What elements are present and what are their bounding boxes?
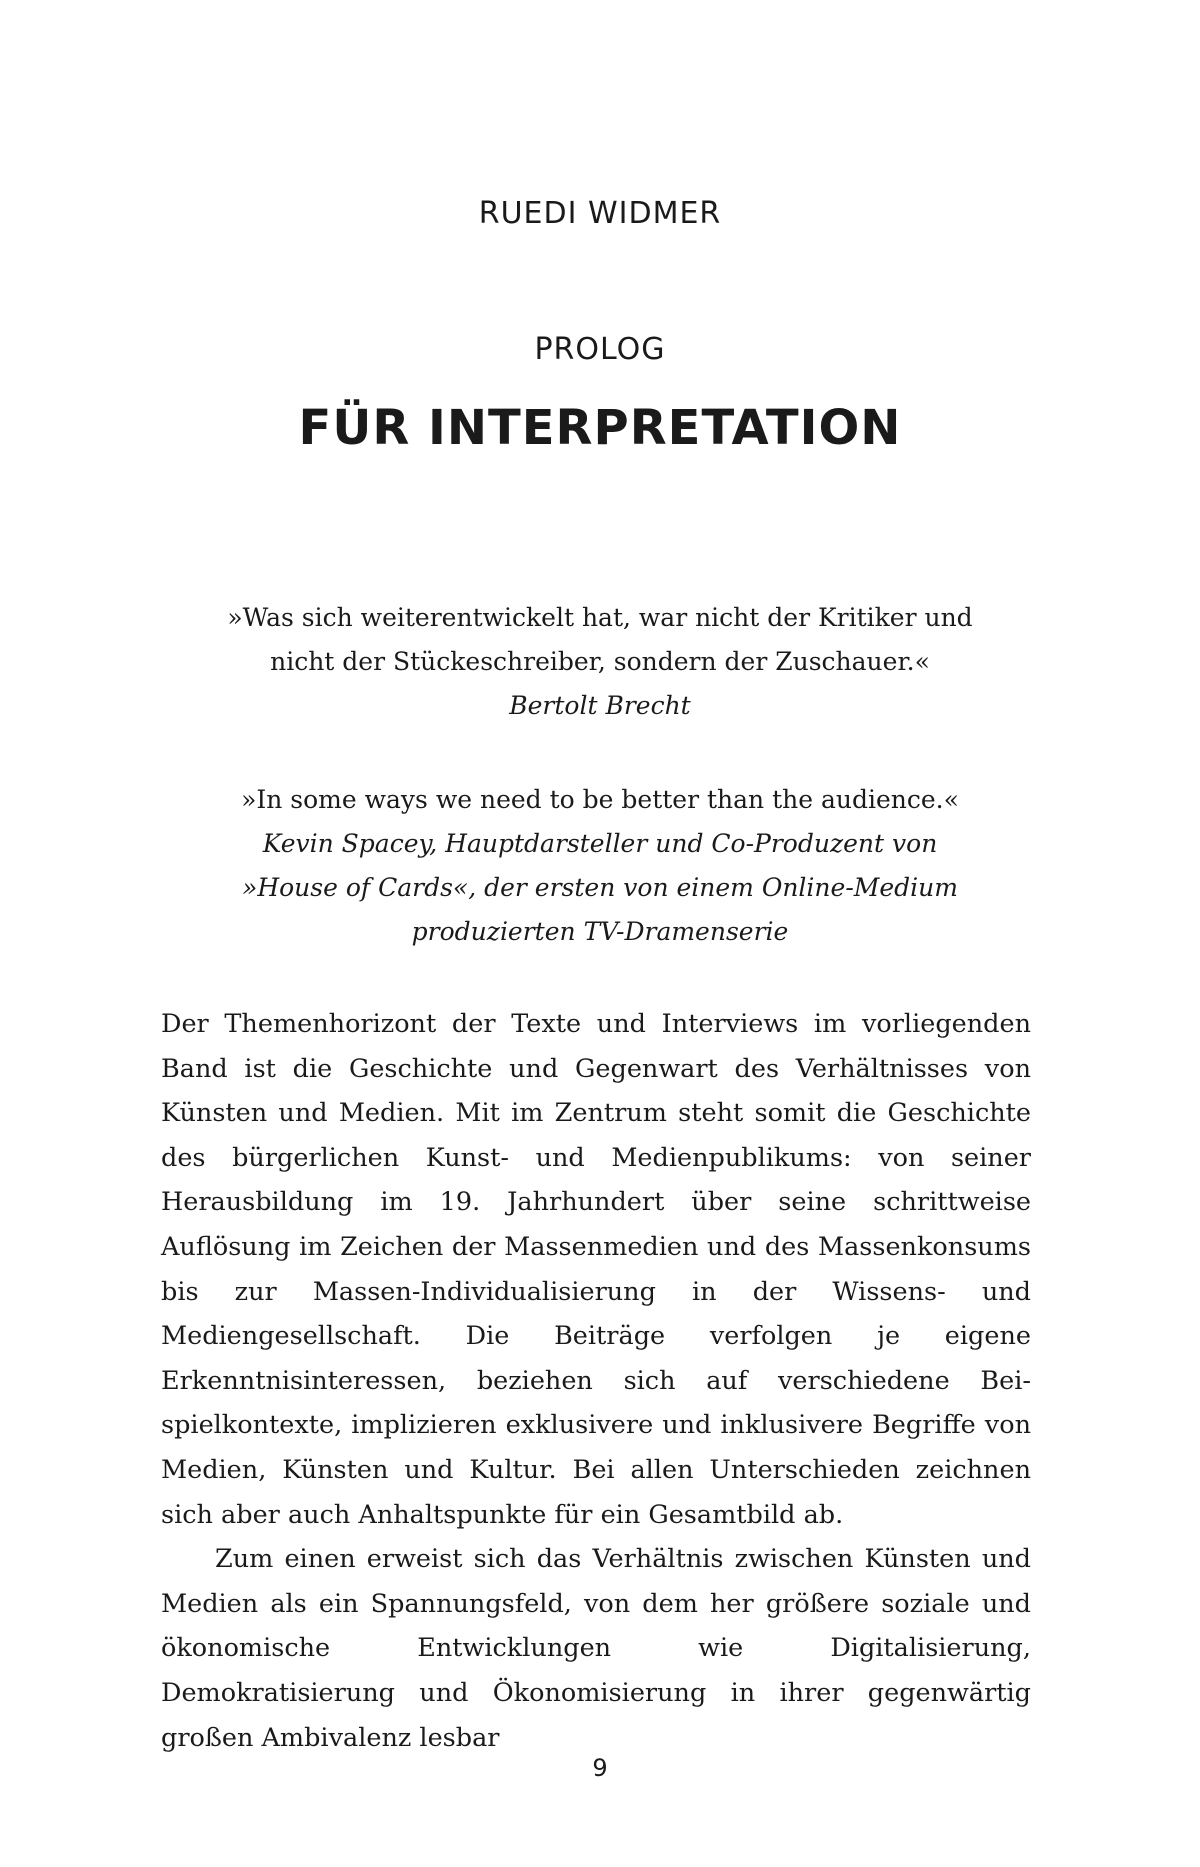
section-label: PROLOG <box>534 332 666 367</box>
body-paragraph: Zum einen erweist sich das Verhältnis zwischen Künsten und Medien als ein Spannungsfeld, von dem her größere soziale und ökonomische Entwicklungen wie Digitalisierung, Demokratisierung und Ökonomisierung in ihrer gegenwärtig großen Ambivalenz lesbar <box>161 1544 1031 1753</box>
epigraph-line: nicht der Stückeschreiber, sondern der Zuschauer.« <box>270 647 930 676</box>
epigraph-source: Kevin Spacey, Hauptdarsteller und Co-Produzent von <box>262 829 938 858</box>
epigraph-spacey <box>160 778 1040 954</box>
epigraph-source: »House of Cards«, der ersten von einem Online-Medium <box>242 873 958 902</box>
epigraph-line: »Was sich weiterentwickelt hat, war nicht der Kritiker und <box>227 603 973 632</box>
chapter-title: FÜR INTERPRETATION <box>298 400 902 456</box>
epigraph-brecht <box>160 596 1040 728</box>
epigraph-line: »In some ways we need to be better than the audience.« <box>241 785 959 814</box>
page-number: 9 <box>592 1754 608 1782</box>
author-name: RUEDI WIDMER <box>478 196 722 231</box>
epigraph-source: Bertolt Brecht <box>509 691 691 720</box>
body-paragraph: Der Themenhorizont der Texte und Interviews im vorliegenden Band ist die Geschichte und Gegenwart des Verhältnisses von Künsten und Medien. Mit im Zentrum steht somit die Geschichte des bürgerlichen Kunst- und Medienpublikums: von seiner Herausbildung im 19. Jahrhundert über seine schrittweise Auflösung im Zeichen der Massenmedien und des Massenkonsums bis zur Massen-Individualisierung in der Wissens- und Mediengesellschaft. Die Beiträge verfolgen je eigene Erkenntnisinteressen, beziehen sich auf verschiedene Beispielkontexte, implizieren exklusivere und inklusivere Begriffe von Medien, Künsten und Kultur. Bei allen Unterschieden zeichnen sich aber auch Anhaltspunkte für ein Gesamtbild ab. <box>161 1009 1031 1530</box>
body-text <box>161 1002 1031 1760</box>
epigraph-source: produzierten TV-Dramenserie <box>411 917 789 946</box>
